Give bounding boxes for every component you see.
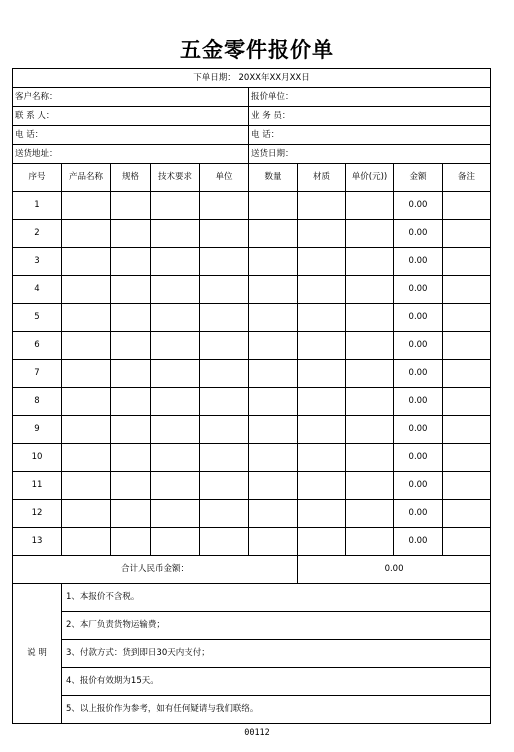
row-number: 2: [13, 220, 62, 248]
table-cell[interactable]: [346, 388, 394, 416]
row-amount: 0.00: [394, 304, 443, 332]
table-row: [13, 304, 491, 332]
table-row: [13, 416, 491, 444]
table-cell[interactable]: [151, 528, 200, 556]
table-row: [13, 528, 491, 556]
table-cell[interactable]: [111, 528, 151, 556]
table-cell[interactable]: [111, 304, 151, 332]
table-cell[interactable]: [249, 416, 298, 444]
table-cell[interactable]: [200, 500, 249, 528]
table-row: [13, 388, 491, 416]
row-number: 3: [13, 248, 62, 276]
table-cell[interactable]: [346, 416, 394, 444]
note-item: 5、以上报价作为参考，如有任何疑请与我们联络。: [62, 696, 491, 724]
note-row: [13, 668, 491, 696]
table-cell[interactable]: [111, 416, 151, 444]
table-cell[interactable]: [62, 444, 111, 472]
column-header: 备注: [443, 164, 491, 192]
table-cell[interactable]: [249, 528, 298, 556]
row-amount: 0.00: [394, 388, 443, 416]
table-cell[interactable]: [346, 304, 394, 332]
table-cell[interactable]: [249, 304, 298, 332]
row-amount: 0.00: [394, 472, 443, 500]
table-cell[interactable]: [346, 248, 394, 276]
table-cell[interactable]: [298, 220, 346, 248]
table-cell[interactable]: [298, 416, 346, 444]
column-header: 材质: [298, 164, 346, 192]
table-cell[interactable]: [443, 388, 491, 416]
table-row: [13, 248, 491, 276]
table-cell[interactable]: [298, 388, 346, 416]
salesperson-field[interactable]: 业 务 员：: [249, 107, 491, 126]
total-row: [13, 556, 491, 584]
table-cell[interactable]: [443, 528, 491, 556]
order-date: 下单日期： 20XX年XX月XX日: [13, 69, 491, 88]
table-cell[interactable]: [346, 192, 394, 220]
row-amount: 0.00: [394, 360, 443, 388]
table-cell[interactable]: [249, 192, 298, 220]
total-value: 0.00: [298, 556, 491, 584]
column-header: 数量: [249, 164, 298, 192]
table-cell[interactable]: [200, 472, 249, 500]
column-header-row: [13, 164, 491, 192]
table-cell[interactable]: [298, 528, 346, 556]
note-item: 4、报价有效期为15天。: [62, 668, 491, 696]
row-amount: 0.00: [394, 444, 443, 472]
row-amount: 0.00: [394, 332, 443, 360]
table-cell[interactable]: [200, 528, 249, 556]
table-cell[interactable]: [151, 304, 200, 332]
page-title: 五金零件报价单: [180, 37, 334, 62]
table-cell[interactable]: [249, 220, 298, 248]
row-number: 13: [13, 528, 62, 556]
phone-field-left[interactable]: 电 话：: [13, 126, 249, 145]
table-row: [13, 332, 491, 360]
note-item: 3、付款方式：货到即日30天内支付；: [62, 640, 491, 668]
note-item: 1、本报价不含税。: [62, 584, 491, 612]
table-cell[interactable]: [443, 360, 491, 388]
table-cell[interactable]: [62, 332, 111, 360]
table-cell[interactable]: [443, 472, 491, 500]
table-cell[interactable]: [346, 332, 394, 360]
row-number: 5: [13, 304, 62, 332]
contact-field[interactable]: 联 系 人：: [13, 107, 249, 126]
table-cell[interactable]: [298, 332, 346, 360]
table-row: [13, 220, 491, 248]
table-cell[interactable]: [249, 332, 298, 360]
table-cell[interactable]: [62, 500, 111, 528]
table-cell[interactable]: [249, 248, 298, 276]
table-cell[interactable]: [298, 500, 346, 528]
table-cell[interactable]: [151, 248, 200, 276]
table-cell[interactable]: [200, 192, 249, 220]
table-cell[interactable]: [111, 360, 151, 388]
table-cell[interactable]: [151, 388, 200, 416]
row-amount: 0.00: [394, 220, 443, 248]
table-cell[interactable]: [151, 192, 200, 220]
column-header: 单价(元)): [346, 164, 394, 192]
row-number: 10: [13, 444, 62, 472]
phone-field-right[interactable]: 电 话：: [249, 126, 491, 145]
table-cell[interactable]: [151, 276, 200, 304]
note-row: [13, 640, 491, 668]
table-cell[interactable]: [200, 360, 249, 388]
table-cell[interactable]: [111, 388, 151, 416]
note-item: 2、本厂负责货物运输费；: [62, 612, 491, 640]
table-cell[interactable]: [62, 360, 111, 388]
row-amount: 0.00: [394, 192, 443, 220]
table-cell[interactable]: [200, 332, 249, 360]
table-cell[interactable]: [249, 388, 298, 416]
table-cell[interactable]: [346, 444, 394, 472]
table-cell[interactable]: [62, 248, 111, 276]
row-amount: 0.00: [394, 276, 443, 304]
table-cell[interactable]: [298, 304, 346, 332]
table-cell[interactable]: [298, 192, 346, 220]
table-cell[interactable]: [443, 192, 491, 220]
column-header: 规格: [111, 164, 151, 192]
column-header: 产品名称: [62, 164, 111, 192]
note-row: [13, 696, 491, 724]
table-cell[interactable]: [443, 276, 491, 304]
table-cell[interactable]: [443, 444, 491, 472]
table-cell[interactable]: [62, 276, 111, 304]
table-cell[interactable]: [200, 220, 249, 248]
quote-table: [12, 68, 491, 724]
table-cell[interactable]: [200, 416, 249, 444]
column-header: 序号: [13, 164, 62, 192]
table-cell[interactable]: [443, 304, 491, 332]
table-cell[interactable]: [62, 472, 111, 500]
table-cell[interactable]: [151, 360, 200, 388]
table-cell[interactable]: [298, 360, 346, 388]
note-row: [13, 612, 491, 640]
table-cell[interactable]: [62, 388, 111, 416]
column-header: 技术要求: [151, 164, 200, 192]
row-amount: 0.00: [394, 248, 443, 276]
table-cell[interactable]: [346, 360, 394, 388]
row-number: 1: [13, 192, 62, 220]
row-number: 8: [13, 388, 62, 416]
row-number: 7: [13, 360, 62, 388]
table-cell[interactable]: [111, 500, 151, 528]
table-cell[interactable]: [111, 220, 151, 248]
table-cell[interactable]: [443, 220, 491, 248]
notes-label: 说 明: [13, 584, 62, 724]
table-cell[interactable]: [200, 388, 249, 416]
table-cell[interactable]: [62, 304, 111, 332]
table-cell[interactable]: [346, 276, 394, 304]
table-cell[interactable]: [62, 416, 111, 444]
table-cell[interactable]: [249, 444, 298, 472]
table-cell[interactable]: [200, 276, 249, 304]
row-amount: 0.00: [394, 528, 443, 556]
row-number: 9: [13, 416, 62, 444]
table-cell[interactable]: [443, 332, 491, 360]
table-cell[interactable]: [443, 500, 491, 528]
table-cell[interactable]: [62, 192, 111, 220]
total-label: 合计人民币金额：: [13, 556, 298, 584]
table-cell[interactable]: [346, 472, 394, 500]
table-cell[interactable]: [111, 332, 151, 360]
table-cell[interactable]: [200, 444, 249, 472]
table-cell[interactable]: [249, 472, 298, 500]
table-cell[interactable]: [62, 528, 111, 556]
table-cell[interactable]: [298, 444, 346, 472]
table-cell[interactable]: [249, 276, 298, 304]
table-row: [13, 444, 491, 472]
table-cell[interactable]: [249, 500, 298, 528]
table-cell[interactable]: [62, 220, 111, 248]
quote-unit-field[interactable]: 报价单位：: [249, 88, 491, 107]
table-cell[interactable]: [346, 220, 394, 248]
table-cell[interactable]: [346, 500, 394, 528]
table-cell[interactable]: [298, 472, 346, 500]
table-cell[interactable]: [111, 444, 151, 472]
table-cell[interactable]: [443, 416, 491, 444]
delivery-address-field[interactable]: 送货地址：: [13, 145, 249, 164]
delivery-date-field[interactable]: 送货日期：: [249, 145, 491, 164]
table-cell[interactable]: [151, 332, 200, 360]
column-header: 金额: [394, 164, 443, 192]
table-cell[interactable]: [200, 248, 249, 276]
table-cell[interactable]: [298, 248, 346, 276]
row-amount: 0.00: [394, 416, 443, 444]
table-cell[interactable]: [151, 220, 200, 248]
table-cell[interactable]: [111, 248, 151, 276]
page-footer: 00112: [244, 728, 270, 738]
note-row: [13, 584, 491, 612]
table-cell[interactable]: [151, 472, 200, 500]
table-cell[interactable]: [151, 444, 200, 472]
table-row: [13, 276, 491, 304]
table-cell[interactable]: [298, 276, 346, 304]
table-cell[interactable]: [151, 416, 200, 444]
table-cell[interactable]: [200, 304, 249, 332]
table-cell[interactable]: [346, 528, 394, 556]
table-cell[interactable]: [249, 360, 298, 388]
table-row: [13, 192, 491, 220]
customer-name-field[interactable]: 客户名称：: [13, 88, 249, 107]
row-amount: 0.00: [394, 500, 443, 528]
table-row: [13, 360, 491, 388]
table-cell[interactable]: [111, 276, 151, 304]
table-row: [13, 472, 491, 500]
table-cell[interactable]: [111, 192, 151, 220]
row-number: 12: [13, 500, 62, 528]
table-cell[interactable]: [443, 248, 491, 276]
row-number: 11: [13, 472, 62, 500]
table-cell[interactable]: [111, 472, 151, 500]
column-header: 单位: [200, 164, 249, 192]
table-row: [13, 500, 491, 528]
row-number: 6: [13, 332, 62, 360]
table-cell[interactable]: [151, 500, 200, 528]
row-number: 4: [13, 276, 62, 304]
